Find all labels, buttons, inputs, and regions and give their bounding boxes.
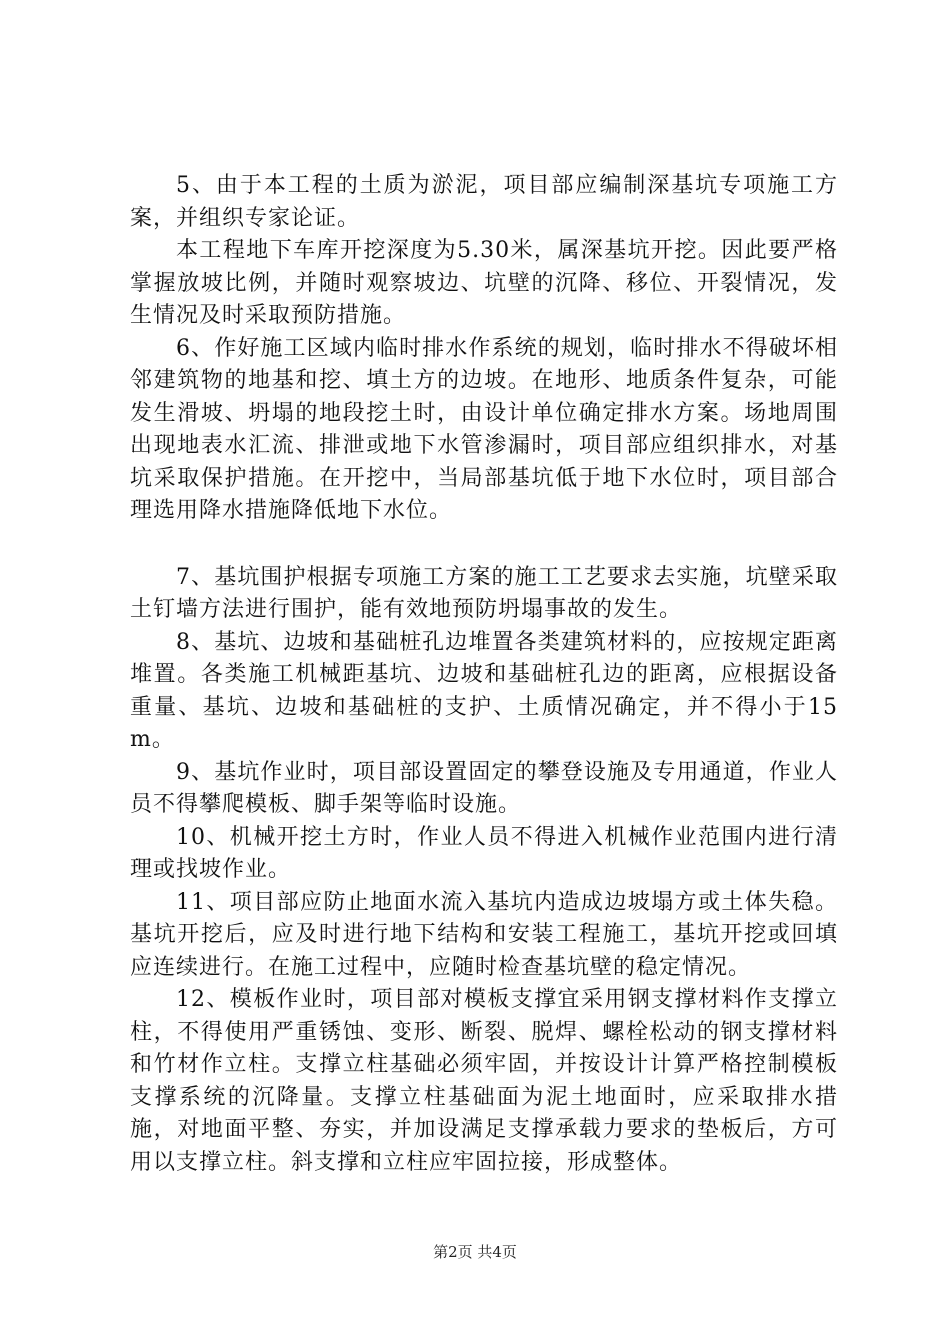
- paragraph-item-12: 12、模板作业时，项目部对模板支撑宜采用钢支撑材料作支撑立柱，不得使用严重锈蚀、变形、断裂、脱焊、螺栓松动的钢支撑材料和竹材作立柱。支撑立柱基础必须牢固，并按设计计算严格控制模板支撑系统的沉降量。支撑立柱基础面为泥土地面时，应采取排水措施，对地面平整、夯实，并加设满足支撑承载力要求的垫板后，方可用以支撑立柱。斜支撑和立柱应牢固拉接，形成整体。: [130, 987, 838, 1175]
- page-number-footer: 第2页 共4页: [433, 1243, 517, 1261]
- paragraph-item-9: 9、基坑作业时，项目部设置固定的攀登设施及专用通道，作业人员不得攀爬模板、脚手架等临时设施。: [130, 759, 838, 817]
- paragraph-item-8: 8、基坑、边坡和基础桩孔边堆置各类建筑材料的，应按规定距离堆置。各类施工机械距基坑、边坡和基础桩孔边的距离，应根据设备重量、基坑、边坡和基础桩的支护、土质情况确定，并不得小于15m。: [130, 629, 838, 752]
- paragraph-item-10: 10、机械开挖土方时，作业人员不得进入机械作业范围内进行清理或找坡作业。: [130, 824, 838, 882]
- paragraph-item-7: 7、基坑围护根据专项施工方案的施工工艺要求去实施，坑壁采取土钉墙方法进行围护，能有效地预防坍塌事故的发生。: [130, 564, 838, 622]
- paragraph-spacer: [130, 528, 838, 562]
- paragraph-item-11: 11、项目部应防止地面水流入基坑内造成边坡塌方或土体失稳。基坑开挖后，应及时进行地下结构和安装工程施工，基坑开挖或回填应连续进行。在施工过程中，应随时检查基坑壁的稳定情况。: [130, 889, 838, 980]
- paragraph-item-6: 6、作好施工区域内临时排水作系统的规划，临时排水不得破坏相邻建筑物的地基和挖、填土方的边坡。在地形、地质条件复杂，可能发生滑坡、坍塌的地段挖土时，由设计单位确定排水方案。场地周围出现地表水汇流、排泄或地下水管渗漏时，项目部应组织排水，对基坑采取保护措施。在开挖中，当局部基坑低于地下水位时，项目部合理选用降水措施降低地下水位。: [130, 335, 838, 523]
- document-body: [130, 170, 838, 1179]
- paragraph-excavation-depth: 本工程地下车库开挖深度为5.30米，属深基坑开挖。因此要严格掌握放坡比例，并随时观察坡边、坑壁的沉降、移位、开裂情况，发生情况及时采取预防措施。: [130, 238, 838, 328]
- paragraph-item-5: 5、由于本工程的土质为淤泥，项目部应编制深基坑专项施工方案，并组织专家论证。: [130, 173, 838, 231]
